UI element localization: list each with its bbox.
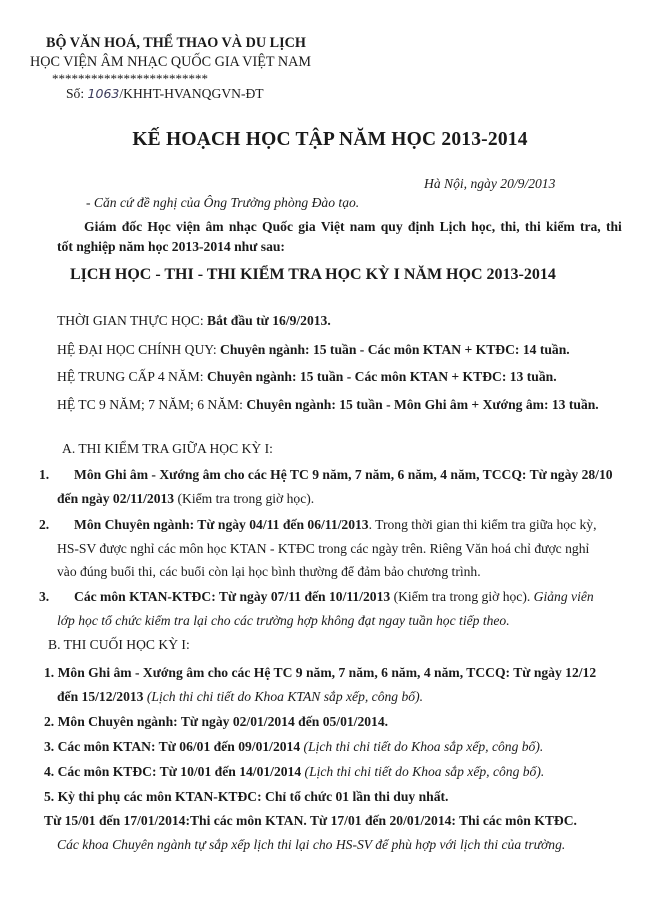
note-italic: Giảng viên bbox=[530, 589, 594, 604]
intro-word: thi bbox=[524, 219, 541, 234]
schedule-row bbox=[57, 341, 570, 359]
document-number bbox=[66, 85, 264, 103]
section-a-heading: A. THI KIỂM TRA GIỮA HỌC KỲ I: bbox=[62, 441, 273, 456]
doc-number-suffix: /KHHT-HVANQGVN-ĐT bbox=[119, 86, 264, 101]
date-range: Môn Chuyên ngành: Từ ngày 04/11 đến 06/11/2013 bbox=[74, 517, 369, 532]
page-title: KẾ HOẠCH HỌC TẬP NĂM HỌC 2013-2014 bbox=[132, 129, 528, 150]
schedule-row-value: Chuyên ngành: 15 tuần - Môn Ghi âm + Xướng âm: 13 tuần. bbox=[246, 397, 599, 412]
intro-word: định bbox=[407, 219, 435, 234]
schedule-row bbox=[57, 368, 557, 386]
note: . Trong thời gian thi kiểm tra giữa học kỳ, bbox=[368, 517, 597, 532]
intro-word: Lịch bbox=[439, 219, 467, 234]
intro-word: tra, bbox=[579, 219, 601, 234]
intro-word: viện bbox=[176, 219, 201, 234]
section-b-item-1-line-1: 1. Môn Ghi âm - Xướng âm cho các Hệ TC 9 năm, 7 năm, 6 năm, 4 năm, TCCQ: Từ ngày 12/12 bbox=[44, 665, 597, 680]
basis-line: - Căn cứ đề nghị của Ông Trưởng phòng Đào tạo. bbox=[86, 195, 360, 210]
date-range: 3. Các môn KTAN: Từ 06/01 đến 09/01/2014 bbox=[44, 739, 301, 754]
note-italic: (Lịch thi chi tiết do Khoa sắp xếp, công bố). bbox=[301, 764, 545, 779]
separator-stars: ************************ bbox=[52, 71, 208, 86]
study-time-row bbox=[57, 312, 331, 330]
intro-word: âm bbox=[205, 219, 224, 234]
intro-word: kiểm bbox=[545, 219, 575, 234]
section-b-item-2: 2. Môn Chuyên ngành: Từ ngày 02/01/2014 đến 05/01/2014. bbox=[44, 714, 389, 729]
intro-word: gia bbox=[298, 219, 316, 234]
intro-word: Quốc bbox=[262, 219, 293, 234]
intro-word: học, bbox=[471, 219, 496, 234]
date-range: Các môn KTAN-KTĐC: Từ ngày 07/11 đến 10/11/2013 bbox=[74, 589, 391, 604]
note-italic: (Lịch thi chi tiết do Khoa KTAN sắp xếp, công bố). bbox=[143, 689, 424, 704]
intro-word: thi, bbox=[500, 219, 520, 234]
section-b-item-4 bbox=[44, 763, 544, 781]
intro-word: nam bbox=[349, 219, 376, 234]
date-range: đến 15/12/2013 bbox=[57, 689, 144, 704]
section-a-item-3-line-1 bbox=[74, 588, 594, 606]
section-a-item-1-line-2 bbox=[57, 490, 314, 508]
section-a-item-2-line-2: HS-SV được nghỉ các môn học KTAN - KTĐC trong các ngày trên. Riêng Văn hoá chỉ được nghỉ bbox=[57, 541, 590, 556]
closing-line: Các khoa Chuyên ngành tự sắp xếp lịch thi lại cho HS-SV để phù hợp với lịch thi của trường. bbox=[57, 837, 566, 852]
note: (Kiểm tra trong giờ học). bbox=[174, 491, 315, 506]
intro-word: nhạc bbox=[228, 219, 257, 234]
intro-line-2: tốt nghiệp năm học 2013-2014 như sau: bbox=[57, 239, 285, 254]
makeup-exam-line: Từ 15/01 đến 17/01/2014:Thi các môn KTAN. Từ 17/01 đến 20/01/2014: Thi các môn KTĐC. bbox=[44, 813, 577, 828]
section-b-heading: B. THI CUỐI HỌC KỲ I: bbox=[48, 637, 190, 652]
section-b-item-5: 5. Kỳ thi phụ các môn KTAN-KTĐC: Chỉ tổ chức 01 lần thi duy nhất. bbox=[44, 789, 449, 804]
academy-name: HỌC VIỆN ÂM NHẠC QUỐC GIA VIỆT NAM bbox=[30, 54, 311, 70]
section-a-item-2-line-1 bbox=[74, 516, 596, 534]
intro-line-1 bbox=[84, 218, 622, 236]
section-a-item-1-number: 1. bbox=[39, 467, 50, 482]
section-a-item-2-line-3: vào đúng buổi thi, các buổi còn lại học bình thường để đảm bảo chương trình. bbox=[57, 564, 481, 579]
schedule-row-label: HỆ TRUNG CẤP 4 NĂM: bbox=[57, 369, 204, 384]
schedule-row-label: HỆ TC 9 NĂM; 7 NĂM; 6 NĂM: bbox=[57, 397, 243, 412]
section-a-item-2-number: 2. bbox=[39, 517, 50, 532]
note: (Kiểm tra trong giờ học). bbox=[390, 589, 531, 604]
intro-word: đốc bbox=[121, 219, 143, 234]
section-b-item-3 bbox=[44, 738, 543, 756]
intro-word: Việt bbox=[320, 219, 345, 234]
date-range: đến ngày 02/11/2013 bbox=[57, 491, 175, 506]
date-range: 4. Các môn KTĐC: Từ 10/01 đến 14/01/2014 bbox=[44, 764, 302, 779]
doc-number-prefix: Số: bbox=[66, 86, 85, 101]
section-a-item-3-line-2: lớp học tổ chức kiểm tra lại cho các trường hợp không đạt ngay tuần học tiếp theo. bbox=[57, 613, 510, 628]
intro-word: quy bbox=[380, 219, 403, 234]
ministry-name: BỘ VĂN HOÁ, THỂ THAO VÀ DU LỊCH bbox=[46, 35, 306, 51]
schedule-row-label: HỆ ĐẠI HỌC CHÍNH QUY: bbox=[57, 342, 217, 357]
schedule-row bbox=[57, 396, 599, 414]
intro-word: Giám bbox=[84, 219, 117, 234]
study-time-label: THỜI GIAN THỰC HỌC: bbox=[57, 313, 204, 328]
section-b-item-1-line-2 bbox=[57, 688, 423, 706]
schedule-subtitle: LỊCH HỌC - THI - THI KIỂM TRA HỌC KỲ I NĂM HỌC 2013-2014 bbox=[70, 266, 556, 283]
schedule-row-value: Chuyên ngành: 15 tuần - Các môn KTAN + KTĐC: 13 tuần. bbox=[206, 369, 557, 384]
doc-number-handwritten: 1063 bbox=[87, 86, 120, 101]
intro-word: thi bbox=[605, 219, 622, 234]
study-time-value: Bắt đầu từ 16/9/2013. bbox=[207, 313, 331, 328]
schedule-row-value: Chuyên ngành: 15 tuần - Các môn KTAN + KTĐC: 14 tuần. bbox=[220, 342, 570, 357]
intro-word: Học bbox=[147, 219, 171, 234]
date-place: Hà Nội, ngày 20/9/2013 bbox=[424, 176, 556, 191]
section-a-item-3-number: 3. bbox=[39, 589, 50, 604]
section-a-item-1-line-1: Môn Ghi âm - Xướng âm cho các Hệ TC 9 năm, 7 năm, 6 năm, 4 năm, TCCQ: Từ ngày 28/10 bbox=[74, 467, 613, 482]
note-italic: (Lịch thi chi tiết do Khoa sắp xếp, công bố). bbox=[300, 739, 544, 754]
